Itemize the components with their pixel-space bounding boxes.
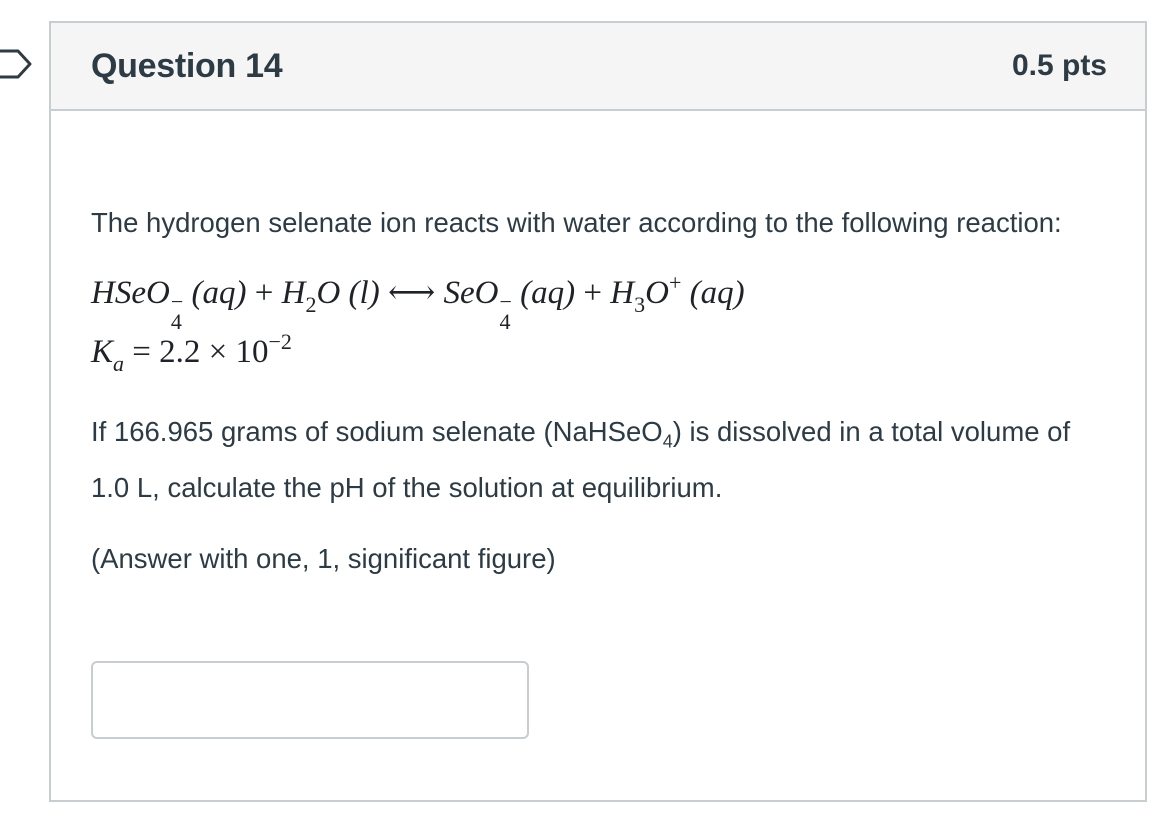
question-header: [51, 23, 1145, 111]
ka-line: $K_a = 2.2 \times 10^{-2}$: [91, 329, 292, 376]
equilibrium-arrow: ⟷: [387, 275, 436, 311]
equation-line: HSeO − 4 $(aq) + H_2O$ (l) ⟷ SeO − 4 $(aq) + H_3O^+$ (aq): [91, 270, 745, 334]
reaction-equation: [91, 270, 1105, 376]
question-card: [49, 21, 1147, 802]
question-points: 0.5 pts: [1011, 49, 1107, 82]
question-title: Question 14: [91, 46, 283, 85]
answer-input[interactable]: [91, 661, 529, 739]
question-body: [51, 199, 1145, 739]
bookmark-flag-icon[interactable]: [0, 49, 34, 79]
answer-instruction: (Answer with one, 1, significant figure): [91, 542, 556, 574]
question-intro: The hydrogen selenate ion reacts with water according to the following reaction:: [91, 207, 1062, 238]
question-text: If 166.965 grams of sodium selenate (NaHSeO$_4$) is dissolved in a total volume of 1.0 L, calculate the pH of the solution at equilibrium.: [91, 416, 1071, 503]
